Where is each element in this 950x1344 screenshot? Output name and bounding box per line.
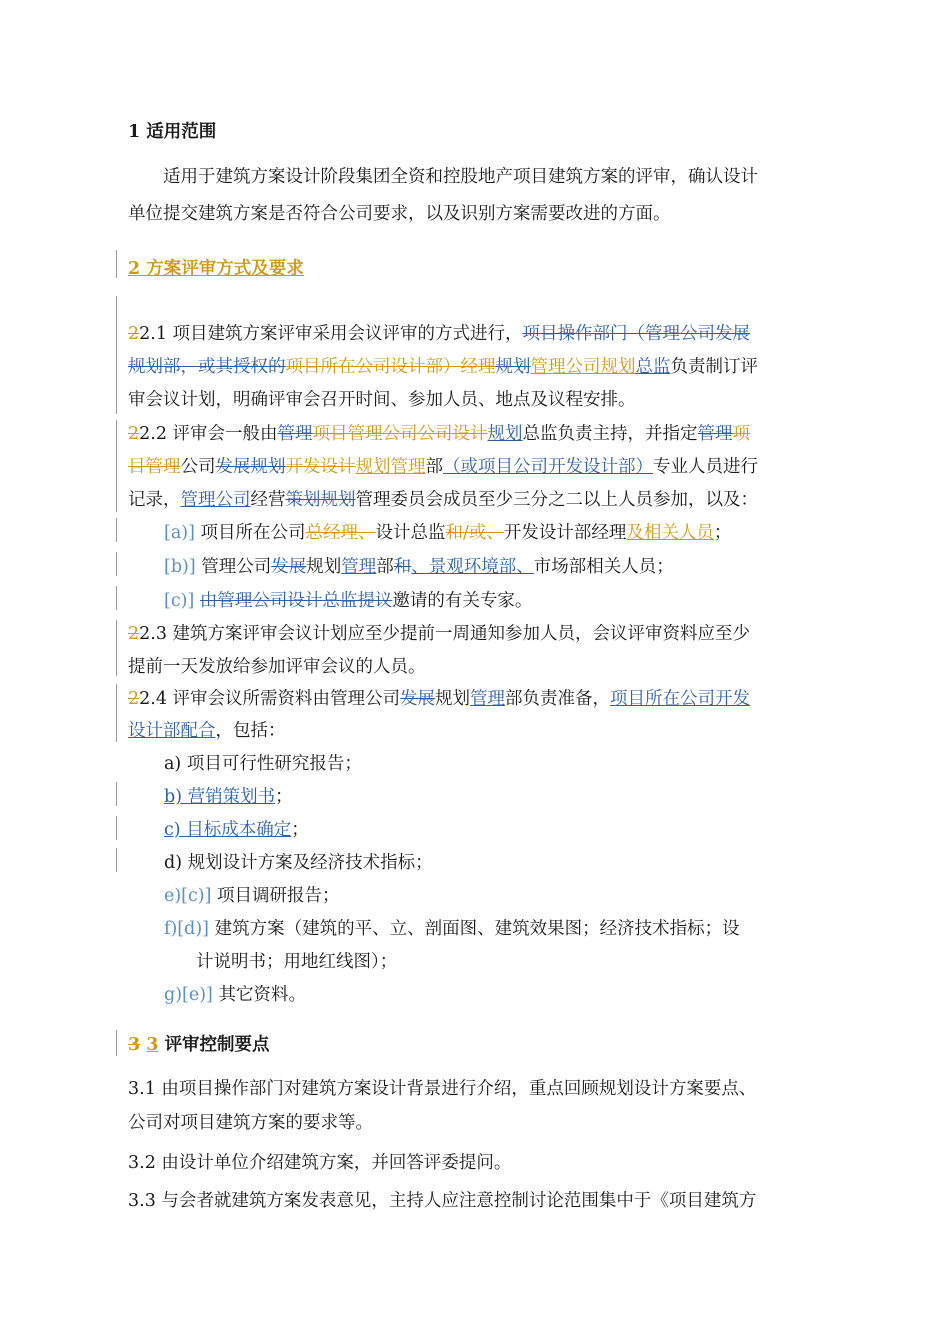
list-item-g: [164, 984, 306, 1006]
deleted-text: 发展: [271, 557, 307, 577]
inserted-text: 设计部配合: [128, 721, 216, 741]
inserted-text: b) 营销策划书: [164, 787, 276, 807]
inserted-text: 管理: [470, 689, 506, 709]
deleted-text: 目管理: [128, 457, 181, 477]
item-text: 管理委员会成员至少三分之二以上人员参加，以及：: [355, 490, 758, 510]
deleted-number: 2: [128, 689, 140, 709]
deleted-number: 3: [128, 1035, 141, 1055]
item-text: 部: [376, 557, 394, 577]
item-text: ；: [291, 820, 309, 840]
list-item-c: [164, 819, 309, 841]
item-2-1-line: [128, 356, 758, 378]
deleted-text: 发展规划: [215, 457, 286, 477]
change-bar: [116, 816, 117, 840]
item-text: 经营: [250, 490, 286, 510]
deleted-text: 由管理公司设计总监提议: [199, 591, 393, 611]
deleted-text: 和: [393, 557, 412, 577]
deleted-number: 2: [128, 424, 140, 444]
item-3-1-line: 公司对项目建筑方案的要求等。: [128, 1113, 373, 1133]
inserted-text: 项目所在公司开发: [610, 689, 751, 709]
deleted-text: 开发设计: [285, 457, 356, 477]
list-marker: e)[c)]: [164, 886, 212, 906]
list-marker: [b)]: [164, 557, 196, 577]
item-text: 规划: [306, 557, 342, 577]
list-marker: [a)]: [164, 523, 195, 543]
heading-text: 评审控制要点: [164, 1035, 270, 1055]
item-2-2-line: [128, 456, 758, 478]
deleted-text: 公司设计: [417, 424, 488, 444]
list-marker: g)[e)]: [164, 985, 213, 1005]
item-text: 开发设计部经理: [503, 523, 627, 543]
section-1-heading: 1 适用范围: [128, 122, 217, 142]
item-text: 公司: [180, 457, 216, 477]
inserted-text: 及相关人员: [626, 523, 714, 543]
section-1-para-line: 适用于建筑方案设计阶段集团全资和控股地产项目建筑方案的评审，确认设计: [163, 167, 758, 187]
change-bar: [116, 250, 117, 278]
item-2-3-line: [128, 623, 750, 645]
deleted-text: 总经理、: [305, 523, 376, 543]
inserted-text: 管理公司: [180, 490, 251, 510]
change-bar: [116, 296, 117, 414]
change-bar: [116, 1030, 117, 1056]
item-3-2-line: 3.2 由设计单位介绍建筑方案，并回答评委提问。: [128, 1153, 512, 1173]
inserted-text: 规划: [487, 424, 523, 444]
item-text: 市场部相关人员；: [533, 557, 674, 577]
inserted-number: 3: [146, 1035, 159, 1055]
change-bar: [116, 620, 117, 676]
section-1-para-line: 单位提交建筑方案是否符合公司要求，以及识别方案需要改进的方面。: [128, 204, 671, 224]
item-text: 规划: [435, 689, 471, 709]
item-text: 管理公司: [201, 557, 272, 577]
item-2-4-line: [128, 720, 286, 742]
sub-item-a: [164, 522, 731, 544]
item-text: 其它资料。: [218, 985, 306, 1005]
deleted-text: 项目操作部门（管理公司发展: [522, 324, 751, 344]
item-text: 专业人员进行: [653, 457, 758, 477]
list-item-f-cont: 计说明书；用地红线图）；: [196, 952, 398, 972]
item-text: 部负责准备，: [505, 689, 611, 709]
change-bar: [116, 552, 117, 576]
item-2-2-line: [128, 489, 758, 511]
inserted-text: 管理公司规划: [530, 357, 636, 377]
list-item-e: [164, 885, 340, 907]
item-text: 2.2 评审会一般由: [139, 424, 278, 444]
item-text: 2.1 项目建筑方案评审采用会议评审的方式进行，: [139, 324, 523, 344]
item-3-3-line: 3.3 与会者就建筑方案发表意见，主持人应注意控制讨论范围集中于《项目建筑方: [128, 1191, 757, 1211]
inserted-text: （或项目公司开发设计部）: [443, 457, 653, 477]
inserted-text: 管理: [341, 557, 377, 577]
section-3-heading: [128, 1034, 270, 1056]
item-text: 项目调研报告；: [217, 886, 340, 906]
inserted-text: 、景观环境部、: [411, 557, 534, 577]
change-bar: [116, 684, 117, 742]
section-2-heading: 2 方案评审方式及要求: [128, 259, 304, 279]
sub-item-c: [164, 590, 532, 612]
list-marker: [c)]: [164, 591, 195, 611]
sub-item-b: [164, 556, 674, 578]
inserted-text: 总监: [635, 357, 671, 377]
deleted-text: 规划部，或其授权的: [128, 357, 286, 377]
item-text: 部: [425, 457, 443, 477]
deleted-text: 管理: [277, 424, 313, 444]
item-3-1-line: 3.1 由项目操作部门对建筑方案设计背景进行介绍，重点回顾规划设计方案要点、: [128, 1079, 757, 1099]
item-text: 设计总监: [375, 523, 446, 543]
list-item-d: d) 规划设计方案及经济技术指标；: [164, 853, 433, 873]
item-text: 邀请的有关专家。: [392, 591, 533, 611]
item-text: 记录，: [128, 490, 181, 510]
list-item-f: [164, 918, 740, 940]
change-bar: [116, 848, 117, 872]
deleted-number: 2: [128, 324, 140, 344]
item-text: 建筑方案（建筑的平、立、剖面图、建筑效果图；经济技术指标；设: [214, 919, 740, 939]
deleted-text: 和/或、: [445, 523, 504, 543]
deleted-text: 策划规划: [285, 490, 356, 510]
change-bar: [116, 782, 117, 806]
deleted-number: 2: [128, 624, 140, 644]
deleted-text: 项目所在公司设计部）经理: [285, 357, 496, 377]
item-text: ；: [275, 787, 293, 807]
item-2-1-line: 审会议计划，明确评审会召开时间、参加人员、地点及议程安排。: [128, 390, 636, 410]
deleted-text: 管理: [697, 424, 733, 444]
item-text: 2.3 建筑方案评审会议计划应至少提前一周通知参加人员，会议评审资料应至少: [139, 624, 751, 644]
list-item-b: [164, 786, 293, 808]
item-text: 总监负责主持，并指定: [522, 424, 698, 444]
item-text: 负责制订评: [670, 357, 758, 377]
item-text: 项目所在公司: [200, 523, 306, 543]
inserted-text: 规划管理: [355, 457, 426, 477]
deleted-text: 项目管理公司: [312, 424, 418, 444]
inserted-text: c) 目标成本确定: [164, 820, 292, 840]
change-bar: [116, 420, 117, 512]
item-2-2-line: [128, 423, 750, 445]
deleted-text: 规划: [495, 357, 531, 377]
item-2-3-line: 提前一天发放给参加评审会议的人员。: [128, 657, 426, 677]
list-item-a: a) 项目可行性研究报告；: [164, 754, 362, 774]
item-text: ；: [713, 523, 732, 543]
change-bar: [116, 586, 117, 610]
item-2-1-line: [128, 323, 750, 345]
change-bar: [116, 518, 117, 542]
deleted-text: 发展: [400, 689, 436, 709]
item-2-4-line: [128, 688, 750, 710]
item-text: ，包括：: [215, 721, 286, 741]
list-marker: f)[d)]: [164, 919, 209, 939]
item-text: 2.4 评审会议所需资料由管理公司: [139, 689, 401, 709]
deleted-text: 项: [732, 424, 751, 444]
